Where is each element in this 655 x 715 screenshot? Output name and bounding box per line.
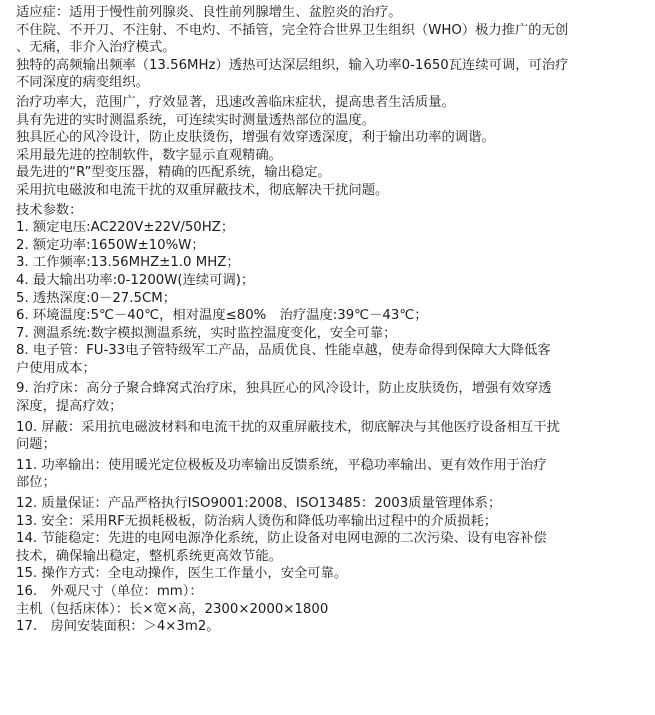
- spec-item-continued: 技术，确保输出稳定，整机系统更高效节能。: [16, 548, 282, 564]
- specs-list: [16, 219, 648, 636]
- spec-item: 16. 外观尺寸（单位：mm）：: [16, 584, 203, 599]
- spec-item: 7. 测温系统:数字模拟测温系统，实时监控温度变化，安全可靠；: [16, 325, 397, 341]
- spec-item: 12. 质量保证：产品严格执行ISO9001:2008、ISO13485：2003质量管理体系；: [16, 496, 502, 512]
- spec-item: 6. 环境温度:5℃－40℃，相对温度≤80% 治疗温度:39℃－43℃；: [16, 308, 428, 324]
- intro-line: 独特的高频输出频率（13.56MHz）透热可达深层组织，输入功率0-1650瓦连续可调，可治疗: [16, 57, 569, 73]
- spec-item-continued: 深度，提高疗效；: [16, 399, 123, 415]
- intro-section: [16, 4, 648, 200]
- spec-item: 17. 房间安装面积：＞4×3m2。: [16, 619, 220, 635]
- spec-item: 1. 额定电压:AC220V±22V/50HZ；: [16, 220, 235, 236]
- intro-line: 治疗功率大，范围广，疗效显著，迅速改善临床症状，提高患者生活质量。: [16, 94, 455, 110]
- indications-line: 适应症：适用于慢性前列腺炎、良性前列腺增生、盆腔炎的治疗。: [16, 5, 402, 20]
- spec-item: 8. 电子管：FU-33电子管特级军工产品，品质优良、性能卓越，使寿命得到保障大大降低客: [16, 343, 551, 359]
- intro-line: 不住院、不开刀、不注射、不电灼、不插管，完全符合世界卫生组织（WHO）极力推广的无创: [16, 22, 569, 38]
- spec-item: 4. 最大输出功率:0-1200W(连续可调)；: [16, 272, 255, 288]
- spec-item: 10. 屏蔽：采用抗电磁波材料和电流干扰的双重屏蔽技术，彻底解决与其他医疗设备相互干扰: [16, 419, 560, 435]
- spec-item: 9. 治疗床：高分子聚合蜂窝式治疗床，独具匠心的风冷设计，防止皮肤烫伤，增强有效穿透: [16, 381, 552, 397]
- spec-item: 15. 操作方式：全电动操作，医生工作量小，安全可靠。: [16, 566, 348, 582]
- intro-line: 最先进的“R”型变压器，精确的匹配系统，输出稳定。: [16, 165, 331, 181]
- spec-item-continued: 问题；: [16, 437, 56, 453]
- specs-title: 技术参数：: [16, 202, 83, 218]
- intro-line: 独具匠心的风冷设计，防止皮肤烫伤，增强有效穿透深度，利于输出功率的调谐。: [16, 130, 495, 146]
- spec-item: 13. 安全：采用RF无损耗极板，防治病人烫伤和降低功率输出过程中的介质损耗；: [16, 513, 498, 529]
- intro-line: 、无痛，非介入治疗模式。: [16, 40, 176, 56]
- intro-line: 不同深度的病变组织。: [16, 75, 149, 91]
- spec-item-continued: 主机（包括床体）：长×宽×高，2300×2000×1800: [16, 601, 329, 617]
- intro-line: 采用抗电磁波和电流干扰的双重屏蔽技术，彻底解决干扰问题。: [16, 182, 389, 198]
- spec-item-continued: 户使用成本；: [16, 360, 96, 376]
- spec-item: 3. 工作频率:13.56MHZ±1.0 MHZ；: [16, 255, 240, 271]
- intro-line: 具有先进的实时测温系统，可连续实时测量透热部位的温度。: [16, 112, 376, 128]
- spec-item: 5. 透热深度:0－27.5CM；: [16, 290, 176, 306]
- product-spec-document: [16, 4, 648, 636]
- spec-item: 2. 额定功率:1650W±10%W；: [16, 237, 205, 253]
- intro-line: 采用最先进的控制软件，数字显示直观精确。: [16, 147, 282, 163]
- spec-item-continued: 部位；: [16, 475, 56, 491]
- spec-item: 14. 节能稳定：先进的电网电源净化系统，防止设备对电网电源的二次污染、设有电容补偿: [16, 531, 547, 547]
- spec-item: 11. 功率输出：使用暖光定位极板及功率输出反馈系统，平稳功率输出、更有效作用于治疗: [16, 457, 547, 473]
